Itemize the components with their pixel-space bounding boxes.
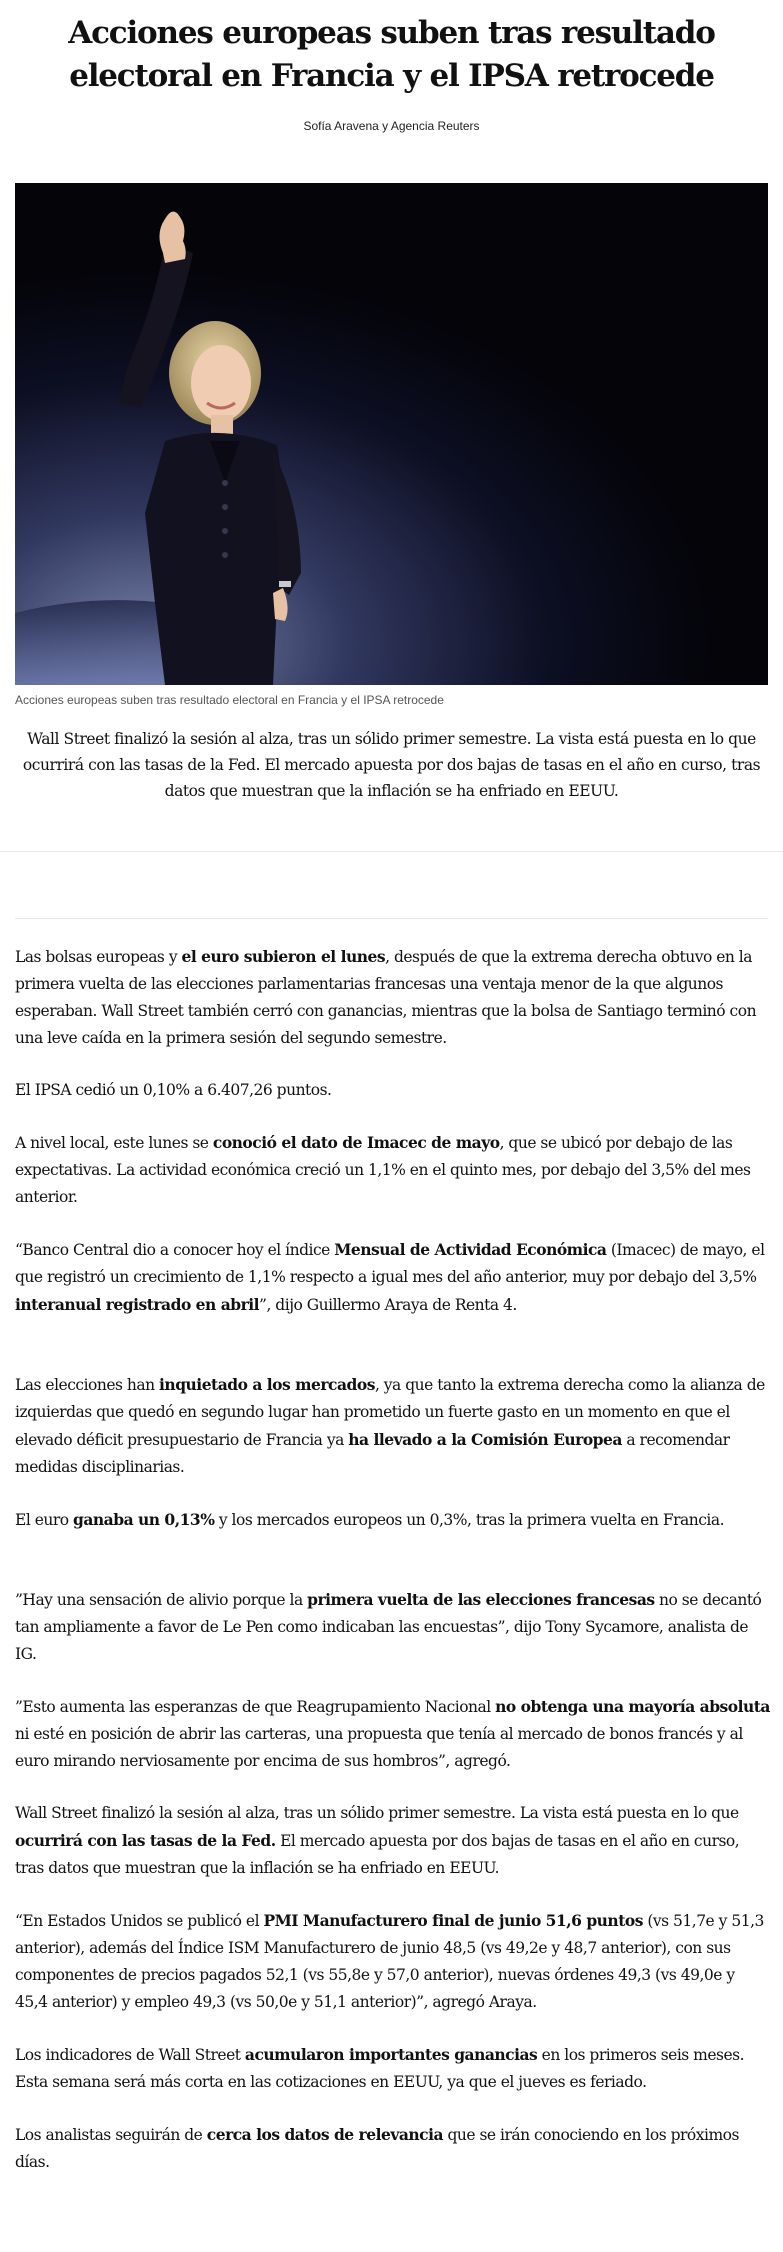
bold-text: ocurrirá con las tasas de la Fed. [15, 1831, 276, 1850]
paragraph [15, 943, 770, 1052]
text: El mercado apuesta por dos bajas de tasas en el año en curso, tras datos que muestran que la inflación se ha enfriado en EEUU. [15, 1832, 740, 1877]
text: “En Estados Unidos se publicó el [15, 1912, 264, 1930]
paragraph [15, 1129, 770, 1211]
bold-text: no obtenga una mayoría absoluta [495, 1697, 770, 1716]
divider [0, 851, 783, 852]
text: , que se ubicó por debajo de las expectativas. La actividad económica creció un 1,1% en el quinto mes, por debajo del 3,5% del mes anterior. [15, 1134, 751, 1206]
paragraph [15, 1800, 770, 1882]
text: , después de que la extrema derecha obtuvo en la primera vuelta de las elecciones parlamentarias francesas una ventaja menor de la que algunos esperaban. Wall Street también cerró con ganancias, mientras que la bolsa de Santiago terminó con una leve caída en la primera sesión del segundo semestre. [15, 948, 757, 1047]
paragraph [15, 1371, 770, 1481]
text: Las bolsas europeas y [15, 948, 182, 966]
text: El euro [15, 1511, 74, 1529]
text: ”, dijo Guillermo Araya de Renta 4. [259, 1296, 517, 1314]
text: Wall Street finalizó la sesión al alza, tras un sólido primer semestre. La vista está puesta en lo que [15, 1804, 739, 1822]
text: y los mercados europeos un 0,3%, tras la primera vuelta en Francia. [214, 1511, 725, 1529]
text: Los indicadores de Wall Street [15, 2046, 245, 2064]
bold-text: PMI Manufacturero final de junio 51,6 puntos [263, 1911, 643, 1930]
article-lead: Wall Street finalizó la sesión al alza, tras un sólido primer semestre. La vista está puesta en lo que ocurrirá con las tasas de la Fed. El mercado apuesta por dos bajas de tasas en el año en curso, tras datos que muestran que la inflación se ha enfriado en EEUU. [22, 730, 761, 800]
text: ”Hay una sensación de alivio porque la [15, 1591, 308, 1609]
bold-text: cerca los datos de relevancia [206, 2125, 444, 2144]
bold-text: ha llevado a la Comisión Europea [348, 1430, 622, 1449]
text: (vs 51,7e y 51,3 anterior), además del Índice ISM Manufacturero de junio 48,5 (vs 49,2e y 48,7 anterior), con sus componentes de precios pagados 52,1 (vs 55,8e y 57,0 anterior), nuevas órdenes 49,3 (vs 49,0e y 45,4 anterior) y empleo 49,3 (vs 50,0e y 51,1 anterior)”, agregó Araya. [15, 1912, 764, 2011]
paragraph [15, 2041, 770, 2096]
text: (Imacec) de mayo, el que registró un crecimiento de 1,1% respecto a igual mes del año anterior, muy por debajo del 3,5% [15, 1241, 765, 1286]
paragraph [15, 1693, 770, 1775]
paragraph [15, 1586, 770, 1668]
paragraph [15, 1907, 770, 2016]
text: ”Esto aumenta las esperanzas de que Reagrupamiento Nacional [15, 1698, 496, 1716]
article-headline: Acciones europeas suben tras resultado electoral en Francia y el IPSA retrocede [68, 15, 715, 94]
text: que se irán conociendo en los próximos días. [15, 2126, 739, 2171]
divider [15, 918, 768, 919]
bold-text: el euro subieron el lunes [181, 947, 386, 966]
text: “Banco Central dio a conocer hoy el índice [15, 1241, 335, 1259]
text: Las elecciones han [15, 1376, 160, 1394]
paragraph [15, 1506, 770, 1534]
text: no se decantó tan ampliamente a favor de Le Pen como indicaban las encuestas”, dijo Tony Sycamore, analista de IG. [15, 1591, 762, 1663]
paragraph: El IPSA cedió un 0,10% a 6.407,26 puntos. [15, 1081, 332, 1099]
text: A nivel local, este lunes se [15, 1134, 213, 1152]
bold-text: primera vuelta de las elecciones francesas [307, 1590, 655, 1609]
paragraph [15, 1236, 770, 1319]
article-body [15, 943, 770, 2176]
bold-text: conoció el dato de Imacec de mayo [212, 1133, 500, 1152]
text: a recomendar medidas disciplinarias. [15, 1431, 730, 1476]
image-caption: Acciones europeas suben tras resultado electoral en Francia y el IPSA retrocede [15, 693, 444, 707]
text: Los analistas seguirán de [15, 2126, 207, 2144]
article-byline: Sofía Aravena y Agencia Reuters [303, 119, 480, 133]
text: , ya que tanto la extrema derecha como la alianza de izquierdas que quedó en segundo lugar han prometido un fuerte gasto en un momento en que el elevado déficit presupuestario de Francia ya [15, 1376, 765, 1449]
bold-text: inquietado a los mercados [159, 1375, 375, 1394]
text: en los primeros seis meses. Esta semana será más corta en las cotizaciones en EEUU, ya que el jueves es feriado. [15, 2046, 745, 2091]
paragraph [15, 2121, 770, 2176]
bold-text: interanual registrado en abril [15, 1295, 260, 1314]
photo-illustration [15, 183, 768, 685]
bold-text: acumularon importantes ganancias [244, 2045, 538, 2064]
bold-text: ganaba un 0,13% [73, 1510, 215, 1529]
article-photo [15, 183, 768, 685]
text: ni esté en posición de abrir las carteras, una propuesta que tenía al mercado de bonos francés y al euro mirando nerviosamente por encima de sus hombros”, agregó. [15, 1725, 743, 1770]
bold-text: Mensual de Actividad Económica [334, 1240, 607, 1259]
